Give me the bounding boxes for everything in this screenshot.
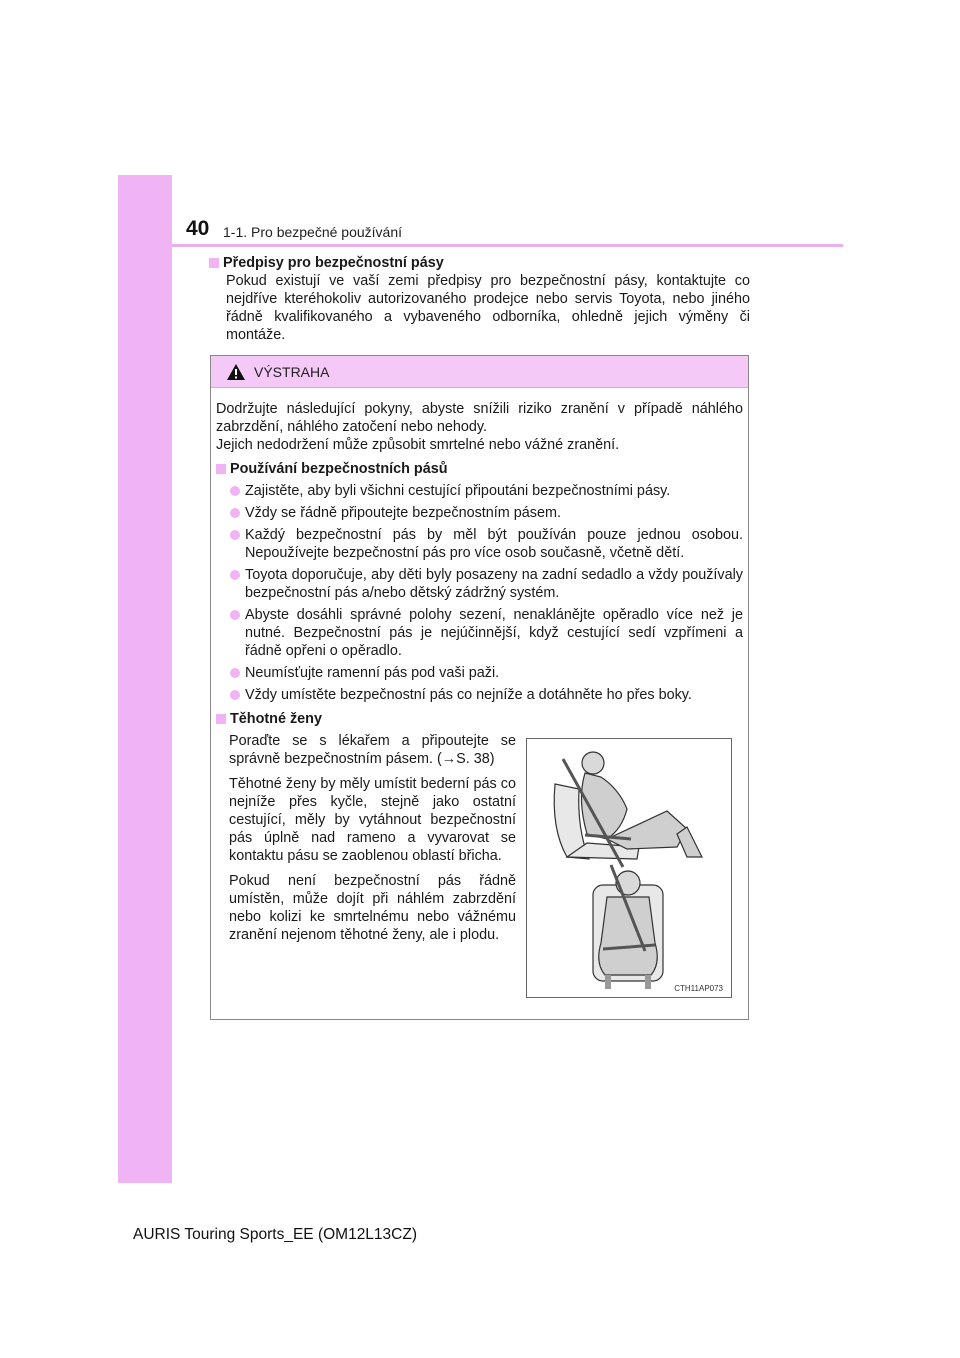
pregnant-paragraph: Poraďte se s lékařem a připoutejte se správně bezpečnostním pásem. (→S. 38) bbox=[229, 733, 516, 767]
square-bullet-icon bbox=[209, 258, 219, 268]
intro-paragraph: Pokud existují ve vaší zemi předpisy pro bezpečnostní pásy, kontaktujte co nejdříve kteréhokoliv autorizovaného prodejce nebo servis Toyota, nebo jiného řádně kvalifikovaného a vybaveného odborníka, ohledně jejich výměny či montáže. bbox=[226, 273, 750, 343]
warning-body bbox=[211, 388, 748, 728]
header-divider bbox=[172, 244, 843, 247]
list-item: Zajistěte, aby byli všichni cestující připoutáni bezpečnostními pásy. bbox=[230, 482, 743, 500]
intro-heading bbox=[209, 254, 750, 272]
pregnant-seatbelt-illustration bbox=[526, 738, 732, 998]
warning-triangle-icon bbox=[226, 363, 246, 381]
circle-bullet-icon bbox=[230, 530, 240, 540]
circle-bullet-icon bbox=[230, 690, 240, 700]
chapter-tab-strip bbox=[118, 175, 172, 1183]
footer-model-code: AURIS Touring Sports_EE (OM12L13CZ) bbox=[133, 1226, 417, 1243]
list-item: Neumísťujte ramenní pás pod vaši paži. bbox=[230, 664, 743, 682]
warning-box bbox=[210, 355, 749, 1020]
pregnant-paragraph: Pokud není bezpečnostní pás řádně umístěn, může dojít při náhlém zabrzdění nebo kolizi ke smrtelnému nebo vážnému zranění nejenom těhotné ženy, ale i plodu. bbox=[229, 873, 516, 943]
list-item: Toyota doporučuje, aby děti byly posazeny na zadní sedadlo a vždy používaly bezpečnostní pás a/nebo dětský zádržný systém. bbox=[230, 566, 743, 602]
pregnant-heading-text: Těhotné ženy bbox=[230, 711, 322, 727]
warning-label: VÝSTRAHA bbox=[254, 363, 330, 380]
intro-heading-text: Předpisy pro bezpečnostní pásy bbox=[223, 255, 444, 271]
circle-bullet-icon bbox=[230, 610, 240, 620]
figure-code: CTH11AP073 bbox=[674, 984, 723, 993]
pregnant-paragraph: Těhotné ženy by měly umístit bederní pás co nejníže přes kyčle, stejně jako ostatní cestující, měly by vytáhnout bezpečnostní pás úplně nad rameno a vyvarovat se kontaktu pásu se zaoblenou oblastí břicha. bbox=[229, 776, 516, 864]
pregnant-heading bbox=[216, 710, 743, 728]
section-title: 1-1. Pro bezpečné používání bbox=[223, 224, 403, 240]
circle-bullet-icon bbox=[230, 570, 240, 580]
list-item: Vždy se řádně připoutejte bezpečnostním pásem. bbox=[230, 504, 743, 522]
square-bullet-icon bbox=[216, 714, 226, 724]
intro-section bbox=[209, 254, 750, 344]
list-item: Abyste dosáhli správné polohy sezení, nenaklánějte opěradlo více než je nutné. Bezpečnostní pás je nejúčinnější, když cestující sedí vzpřímeni a řádně opřeni o opěradlo. bbox=[230, 606, 743, 660]
warning-intro-1: Dodržujte následující pokyny, abyste snížili riziko zranění v případě náhlého zabrzdění, náhlého zatočení nebo nehody. bbox=[216, 401, 743, 435]
square-bullet-icon bbox=[216, 464, 226, 474]
list-item: Vždy umístěte bezpečnostní pás co nejníže a dotáhněte ho přes boky. bbox=[230, 686, 743, 704]
warning-intro-2: Jejich nedodržení může způsobit smrtelné nebo vážné zranění. bbox=[216, 437, 620, 453]
seatbelt-heading bbox=[216, 460, 743, 478]
seated-woman-front-view-icon bbox=[527, 863, 731, 993]
circle-bullet-icon bbox=[230, 668, 240, 678]
list-item: Každý bezpečnostní pás by měl být používán pouze jednou osobou. Nepoužívejte bezpečnostní pás pro více osob současně, včetně dětí. bbox=[230, 526, 743, 562]
circle-bullet-icon bbox=[230, 508, 240, 518]
warning-header bbox=[211, 356, 748, 388]
circle-bullet-icon bbox=[230, 486, 240, 496]
seatbelt-heading-text: Používání bezpečnostních pásů bbox=[230, 461, 448, 477]
pregnant-text bbox=[229, 732, 516, 951]
seated-woman-side-view-icon bbox=[527, 739, 731, 869]
page-number: 40 bbox=[186, 217, 210, 240]
